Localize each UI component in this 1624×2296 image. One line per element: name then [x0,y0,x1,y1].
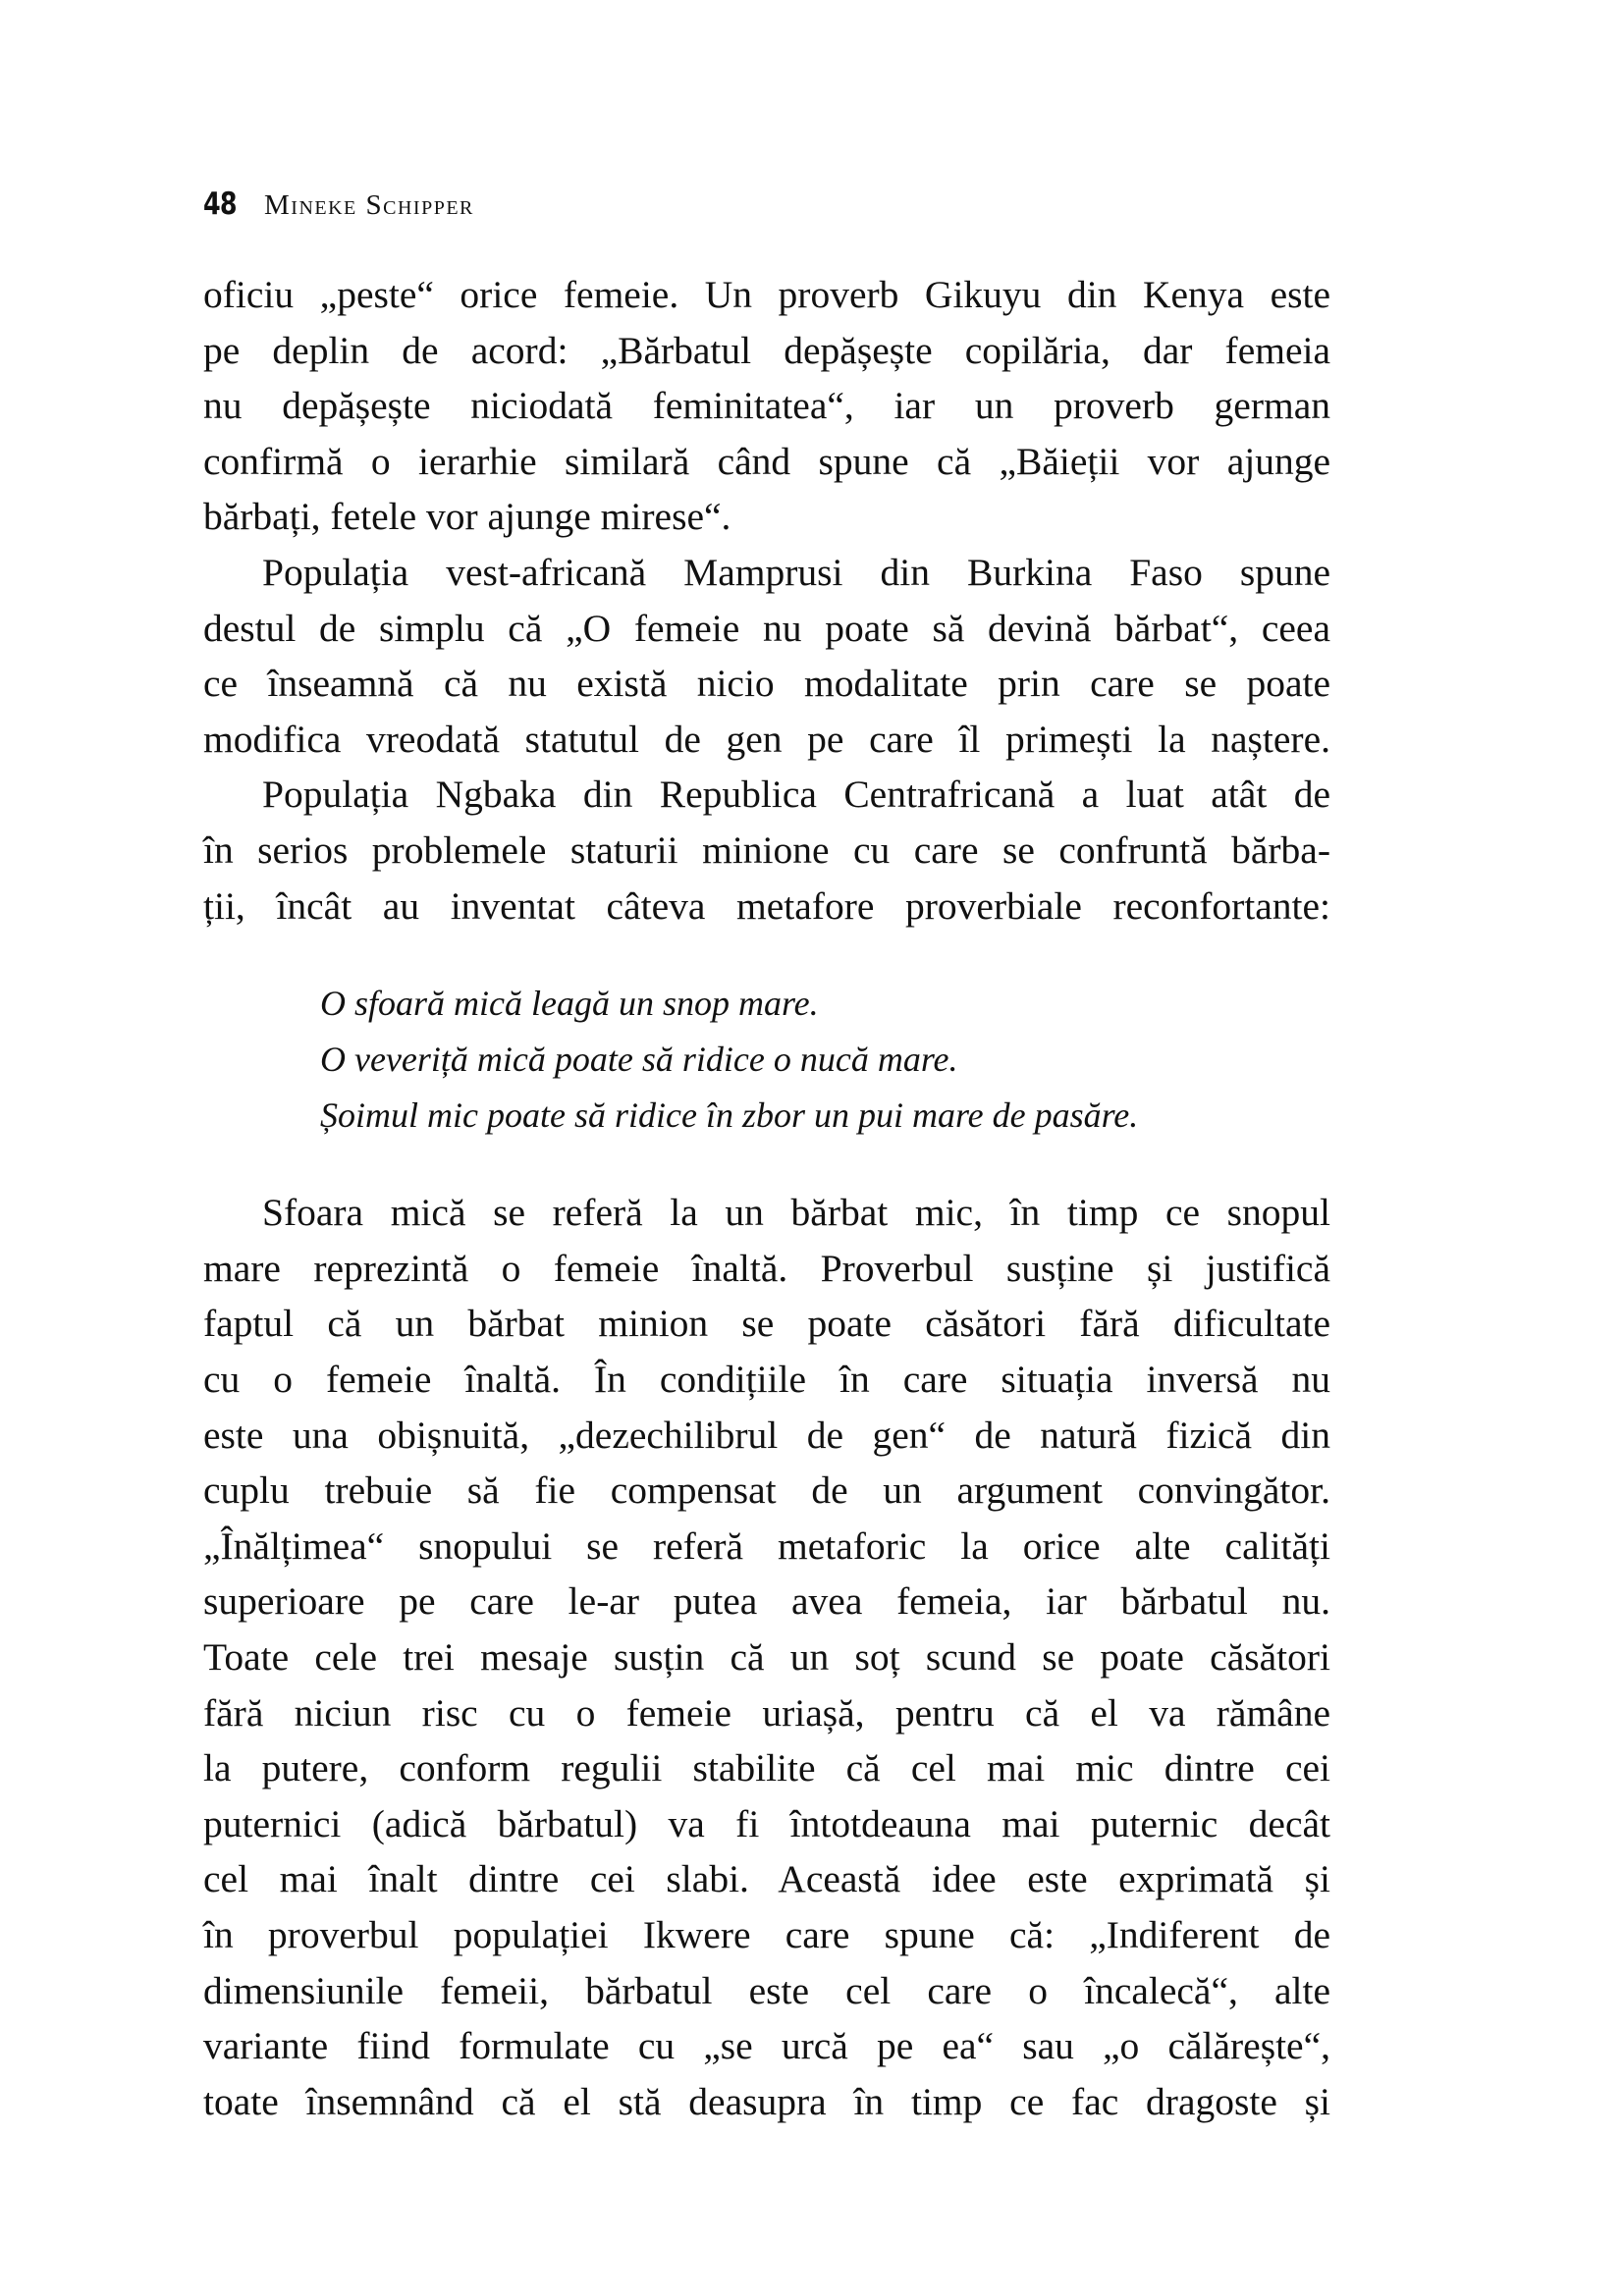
author-name: Mineke Schipper [264,189,474,221]
text-line: în serios problemele staturii minione cu care se confruntă bărba- [203,828,1330,872]
text-line: ții, încât au inventat câteva metafore proverbiale reconfortante: [203,883,1330,928]
text-line: la putere, conform regulii stabilite că cel mai mic dintre cei [203,1746,1330,1790]
text-line: cel mai înalt dintre cei slabi. Această idee este exprimată și [203,1857,1330,1901]
text-line: cuplu trebuie să fie compensat de un argument convingător. [203,1468,1330,1513]
text-line: variante fiind formulate cu „se urcă pe ea“ sau „o călărește“, [203,2024,1330,2068]
proverb-line: O veveriță mică poate să ridice o nucă mare. [320,1039,958,1079]
text-line: Populația vest-africană Mamprusi din Burkina Faso spune [262,550,1330,594]
text-line: confirmă o ierarhie similară când spune că „Băieții vor ajunge [203,439,1330,483]
text-line: faptul că un bărbat minion se poate căsători fără dificultate [203,1302,1330,1346]
text-line: oficiu „peste“ orice femeie. Un proverb Gikuyu din Kenya este [203,273,1330,316]
text-line: Sfoara mică se referă la un bărbat mic, în timp ce snopul [262,1191,1330,1235]
text-line: pe deplin de acord: „Bărbatul depășește copilăria, dar femeia [203,328,1330,372]
body-text [203,267,1330,2129]
text-line: dimensiunile femeii, bărbatul este cel care o încalecă“, alte [203,1968,1330,2012]
paragraph-2 [203,545,1330,767]
proverb-line: Șoimul mic poate să ridice în zbor un pui mare de pasăre. [320,1095,1139,1135]
text-line: Toate cele trei mesaje susțin că un soț scund se poate căsători [203,1634,1330,1679]
text-line: superioare pe care le-ar putea avea femeia, iar bărbatul nu. [203,1579,1330,1624]
text-line: nu depășește niciodată feminitatea“, iar un proverb german [203,384,1330,428]
text-line: este una obișnuită, „dezechilibrul de gen“ de natură fizică din [203,1413,1330,1457]
text-line: fără niciun risc cu o femeie uriașă, pentru că el va rămâne [203,1690,1330,1735]
text-line: modifica vreodată statutul de gen pe care îl primești la naștere. [203,717,1330,761]
paragraph-1 [203,267,1330,545]
paragraph-4 [203,1185,1330,2129]
text-line: toate însemnând că el stă deasupra în timp ce fac dragoste și [203,2079,1330,2123]
text-line: „Înălțimea“ snopului se referă metaforic la orice alte calități [203,1523,1330,1568]
text-line: ce înseamnă că nu există nicio modalitate prin care se poate [203,662,1330,706]
text-line: în proverbul populației Ikwere care spune că: „Indiferent de [203,1912,1330,1956]
page-number: 48 [203,187,237,222]
text-line: bărbați, fetele vor ajunge mirese“. [203,495,731,539]
text-line: puternici (adică bărbatul) va fi întotdeauna mai puternic decât [203,1801,1330,1845]
text-line: destul de simplu că „O femeie nu poate să devină bărbat“, ceea [203,606,1330,650]
paragraph-3 [203,767,1330,934]
proverb-block [320,976,1330,1143]
running-head [203,187,474,226]
proverb-line: O sfoară mică leagă un snop mare. [320,984,819,1024]
text-line: mare reprezintă o femeie înaltă. Proverbul susține și justifică [203,1246,1330,1290]
text-line: cu o femeie înaltă. În condițiile în care situația inversă nu [203,1358,1330,1402]
text-line: Populația Ngbaka din Republica Centrafricană a luat atât de [262,773,1330,817]
